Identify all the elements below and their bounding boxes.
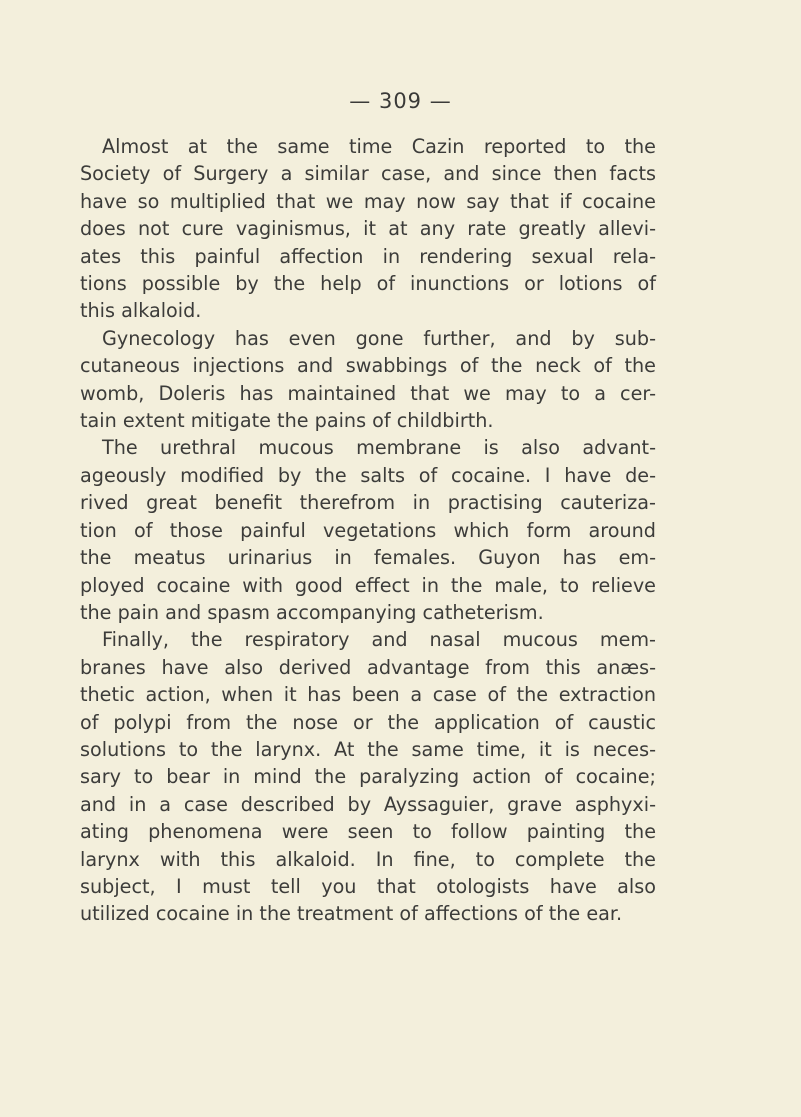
paragraph-2	[80, 325, 656, 435]
text-line: utilized cocaine in the treatment of affections of the ear.	[80, 902, 623, 926]
text-line: the meatus urinarius in females. Guyon has em-	[80, 546, 656, 570]
text-line: and in a case described by Ayssaguier, grave asphyxi-	[80, 792, 656, 816]
text-line: thetic action, when it has been a case of the extraction	[80, 683, 656, 707]
paragraph-4	[80, 626, 656, 927]
text-line: sary to bear in mind the paralyzing action of cocaine;	[80, 765, 656, 789]
text-line: ageously modified by the salts of cocaine. I have de-	[80, 463, 656, 487]
text-line: ates this painful affection in rendering sexual rela-	[80, 244, 656, 268]
text-line: tain extent mitigate the pains of childbirth.	[80, 409, 494, 433]
text-line: subject, I must tell you that otologists have also	[80, 874, 656, 898]
text-line: this alkaloid.	[80, 299, 202, 323]
paragraph-3	[80, 434, 656, 626]
body-text	[80, 133, 656, 928]
text-line: larynx with this alkaloid. In fine, to complete the	[80, 847, 656, 871]
text-line: have so multiplied that we may now say that if cocaine	[80, 189, 656, 213]
paragraph-1	[80, 133, 656, 325]
text-line: Finally, the respiratory and nasal mucous mem-	[102, 628, 656, 652]
text-line: branes have also derived advantage from this anæs-	[80, 655, 656, 679]
text-line: ployed cocaine with good effect in the male, to relieve	[80, 573, 656, 597]
text-line: rived great benefit therefrom in practising cauteriza-	[80, 491, 656, 515]
text-line: tion of those painful vegetations which form around	[80, 518, 656, 542]
text-line: solutions to the larynx. At the same time, it is neces-	[80, 737, 656, 761]
text-line: Society of Surgery a similar case, and since then facts	[80, 162, 656, 186]
text-line: of polypi from the nose or the application of caustic	[80, 710, 656, 734]
text-line: cutaneous injections and swabbings of the neck of the	[80, 354, 656, 378]
text-line: tions possible by the help of inunctions or lotions of	[80, 272, 656, 296]
text-line: the pain and spasm accompanying catheterism.	[80, 600, 544, 624]
text-line: does not cure vaginismus, it at any rate greatly allevi-	[80, 217, 656, 241]
page-number: — 309 —	[349, 89, 452, 113]
text-line: ating phenomena were seen to follow painting the	[80, 820, 656, 844]
text-line: Almost at the same time Cazin reported to the	[102, 135, 656, 158]
text-line: womb, Doleris has maintained that we may to a cer-	[80, 381, 656, 405]
text-line: Gynecology has even gone further, and by sub-	[102, 326, 656, 350]
text-line: The urethral mucous membrane is also advant-	[102, 436, 656, 460]
